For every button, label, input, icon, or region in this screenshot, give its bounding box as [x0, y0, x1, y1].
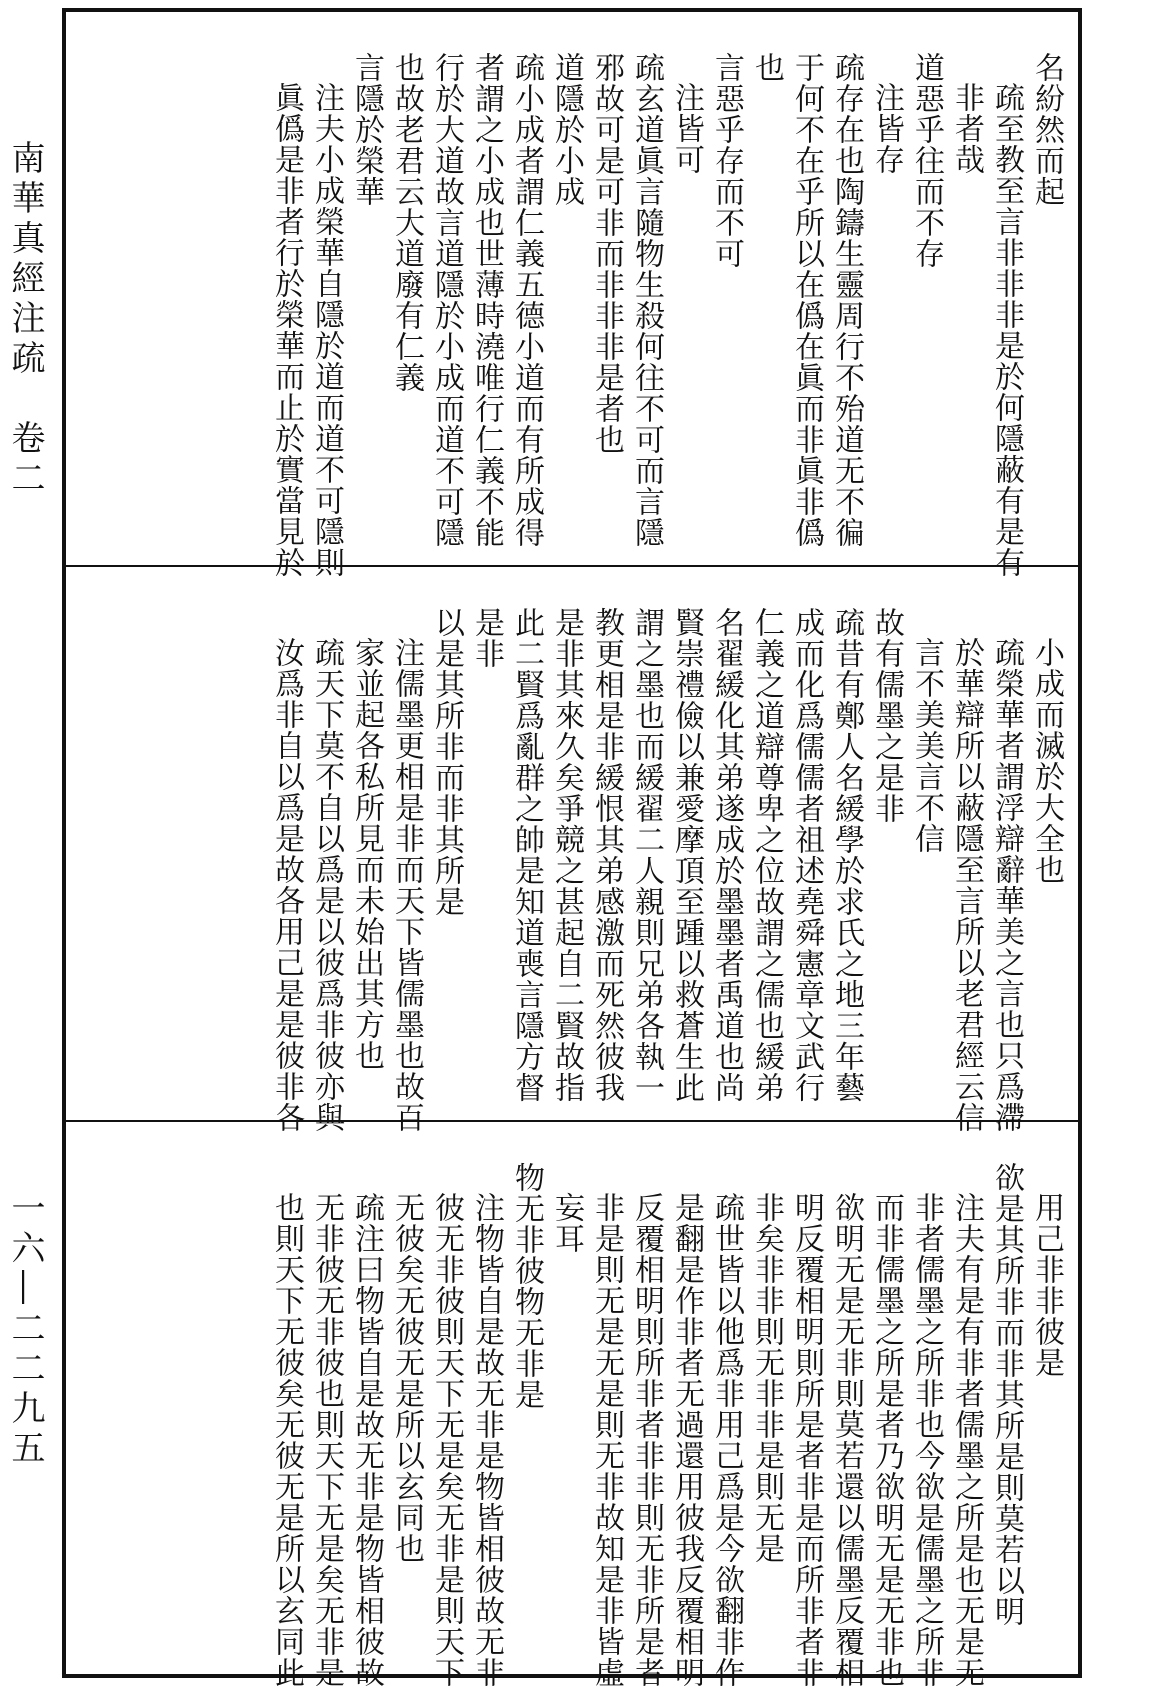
text-column	[666, 52, 706, 559]
column-text: 故有儒墨之是非	[869, 607, 904, 824]
page-number: 一六―二二九五	[5, 1190, 45, 1470]
text-column	[986, 1162, 1026, 1668]
text-column	[546, 1162, 586, 1668]
column-text: 成而化爲儒儒者祖述堯舜憲章文武行	[789, 607, 824, 1103]
column-text: 是翻是作非者无過還用彼我反覆相明	[669, 1192, 704, 1688]
text-column	[826, 607, 866, 1114]
column-text: 賢崇禮儉以兼愛摩頂至踵以救蒼生此	[669, 607, 704, 1103]
text-column	[946, 1162, 986, 1688]
column-text: 疏注曰物皆自是故无非是物皆相彼故	[349, 1192, 384, 1688]
book-title-margin: 南華真經注疏 卷二	[5, 140, 45, 500]
text-column	[706, 607, 746, 1114]
text-panel-bottom	[66, 1122, 1078, 1688]
text-column	[586, 607, 626, 1114]
column-text: 眞僞是非者行於榮華而止於實當見於	[269, 82, 304, 578]
column-text: 无彼矣无彼无是所以玄同也	[389, 1192, 424, 1564]
text-column	[706, 52, 746, 559]
text-column	[866, 1162, 906, 1688]
column-text: 用己非非彼是	[1029, 1192, 1064, 1378]
column-text: 妄耳	[549, 1192, 584, 1254]
column-text: 道隱於小成	[549, 52, 584, 207]
text-column	[746, 1162, 786, 1668]
text-column	[426, 607, 466, 1114]
text-column	[746, 607, 786, 1114]
text-column	[346, 607, 386, 1114]
text-column	[426, 1162, 466, 1688]
text-column	[946, 52, 986, 559]
column-text: 邪故可是可非而非非非是者也	[589, 52, 624, 455]
column-text: 行於大道故言道隱於小成而道不可隱	[429, 52, 464, 548]
column-text: 疏昔有鄭人名緩學於求氏之地三年藝	[829, 607, 864, 1103]
column-text: 注夫小成榮華自隱於道而道不可隱則	[309, 82, 344, 578]
text-column	[1026, 607, 1066, 1114]
column-text: 名紛然而起	[1029, 52, 1064, 207]
text-column	[506, 1162, 546, 1668]
column-text: 家並起各私所見而未始出其方也	[349, 637, 384, 1071]
text-column	[866, 52, 906, 559]
column-text: 也則天下无彼矣无彼无是所以玄同此	[269, 1192, 304, 1688]
column-text: 於華辯所以蔽隱至言所以老君經云信	[949, 637, 984, 1133]
text-column	[346, 1162, 386, 1688]
text-column	[586, 1162, 626, 1688]
page-frame	[62, 8, 1082, 1688]
text-column	[306, 607, 346, 1133]
column-text: 物无非彼物无非是	[509, 1162, 544, 1410]
column-text: 疏榮華者謂浮辯辭華美之言也只爲滯	[989, 637, 1024, 1133]
text-column	[466, 1162, 506, 1688]
text-column	[586, 52, 626, 559]
column-text: 注儒墨更相是非而天下皆儒墨也故百	[389, 637, 424, 1133]
column-text: 无非彼无非彼也則天下无是矣无非是	[309, 1192, 344, 1688]
text-column	[866, 607, 906, 1114]
text-panel-middle	[66, 567, 1078, 1133]
text-column	[906, 1162, 946, 1688]
column-text: 欲是其所非而非其所是則莫若以明	[989, 1162, 1024, 1627]
column-group	[66, 1162, 1066, 1688]
text-column	[1026, 1162, 1066, 1668]
text-column	[266, 52, 306, 578]
text-column	[626, 52, 666, 559]
text-column	[466, 52, 506, 559]
column-text: 道惡乎往而不存	[909, 52, 944, 269]
column-text: 也	[749, 52, 784, 83]
text-column	[786, 52, 826, 559]
text-column	[986, 52, 1026, 578]
column-text: 注物皆自是故无非是物皆相彼故无非	[469, 1192, 504, 1688]
column-text: 謂之墨也而緩翟二人親則兄弟各執一	[629, 607, 664, 1103]
text-column	[386, 52, 426, 559]
text-column	[786, 607, 826, 1114]
column-text: 非者哉	[949, 82, 984, 175]
column-text: 言隱於榮華	[349, 52, 384, 207]
column-text: 疏玄道眞言隨物生殺何往不可而言隱	[629, 52, 664, 548]
text-panel-top	[66, 12, 1078, 578]
column-text: 疏小成者謂仁義五德小道而有所成得	[509, 52, 544, 548]
column-text: 注皆可	[669, 82, 704, 175]
column-text: 者謂之小成也世薄時澆唯行仁義不能	[469, 52, 504, 548]
column-text: 疏天下莫不自以爲是以彼爲非彼亦與	[309, 637, 344, 1133]
text-column	[506, 52, 546, 559]
column-text: 以是其所非而非其所是	[429, 607, 464, 917]
text-column	[346, 52, 386, 559]
column-text: 注皆存	[869, 82, 904, 175]
column-text: 言惡乎存而不可	[709, 52, 744, 269]
text-column	[666, 1162, 706, 1688]
column-text: 非者儒墨之所非也今欲是儒墨之所非	[909, 1192, 944, 1688]
column-text: 于何不在乎所以在僞在眞而非眞非僞	[789, 52, 824, 548]
column-text: 仁義之道辯尊卑之位故謂之儒也緩弟	[749, 607, 784, 1103]
text-column	[906, 607, 946, 1114]
column-text: 非矣非非則无非非是則无是	[749, 1192, 784, 1564]
column-text: 疏存在也陶鑄生靈周行不殆道无不徧	[829, 52, 864, 548]
text-column	[746, 52, 786, 559]
column-text: 此二賢爲亂群之帥是知道喪言隱方督	[509, 607, 544, 1103]
text-column	[266, 607, 306, 1133]
text-column	[706, 1162, 746, 1688]
text-column	[266, 1162, 306, 1688]
text-column	[786, 1162, 826, 1688]
column-text: 言不美美言不信	[909, 637, 944, 854]
column-text: 欲明无是无非則莫若還以儒墨反覆相	[829, 1192, 864, 1688]
text-column	[1026, 52, 1066, 559]
column-text: 疏世皆以他爲非用己爲是今欲翻非作	[709, 1192, 744, 1688]
column-text: 汝爲非自以爲是故各用己是是彼非各	[269, 637, 304, 1133]
text-column	[626, 1162, 666, 1688]
column-text: 是非	[469, 607, 504, 669]
text-column	[986, 607, 1026, 1133]
column-group	[66, 607, 1066, 1133]
text-column	[306, 1162, 346, 1688]
column-text: 反覆相明則所非者非非則无非所是者	[629, 1192, 664, 1688]
text-column	[946, 607, 986, 1133]
text-column	[306, 52, 346, 578]
text-column	[426, 52, 466, 559]
text-column	[666, 607, 706, 1114]
text-column	[506, 607, 546, 1114]
column-text: 彼无非彼則天下无是矣无非是則天下	[429, 1192, 464, 1688]
column-text: 是非其來久矣爭競之甚起自二賢故指	[549, 607, 584, 1103]
text-column	[466, 607, 506, 1114]
column-text: 而非儒墨之所是者乃欲明无是无非也	[869, 1192, 904, 1688]
column-text: 小成而滅於大全也	[1029, 637, 1064, 885]
text-column	[906, 52, 946, 559]
column-text: 名翟緩化其弟遂成於墨墨者禹道也尚	[709, 607, 744, 1103]
column-text: 明反覆相明則所是者非是而所非者非	[789, 1192, 824, 1688]
column-text: 注夫有是有非者儒墨之所是也无是无	[949, 1192, 984, 1688]
text-column	[546, 52, 586, 559]
text-column	[546, 607, 586, 1114]
text-column	[826, 1162, 866, 1688]
column-group	[66, 52, 1066, 578]
text-column	[386, 607, 426, 1133]
column-text: 教更相是非緩恨其弟感激而死然彼我	[589, 607, 624, 1103]
text-column	[826, 52, 866, 559]
text-column	[626, 607, 666, 1114]
column-text: 非是則无是无是則无非故知是非皆虛	[589, 1192, 624, 1688]
column-text: 也故老君云大道廢有仁義	[389, 52, 424, 393]
text-column	[386, 1162, 426, 1668]
column-text: 疏至教至言非非非是於何隱蔽有是有	[989, 82, 1024, 578]
